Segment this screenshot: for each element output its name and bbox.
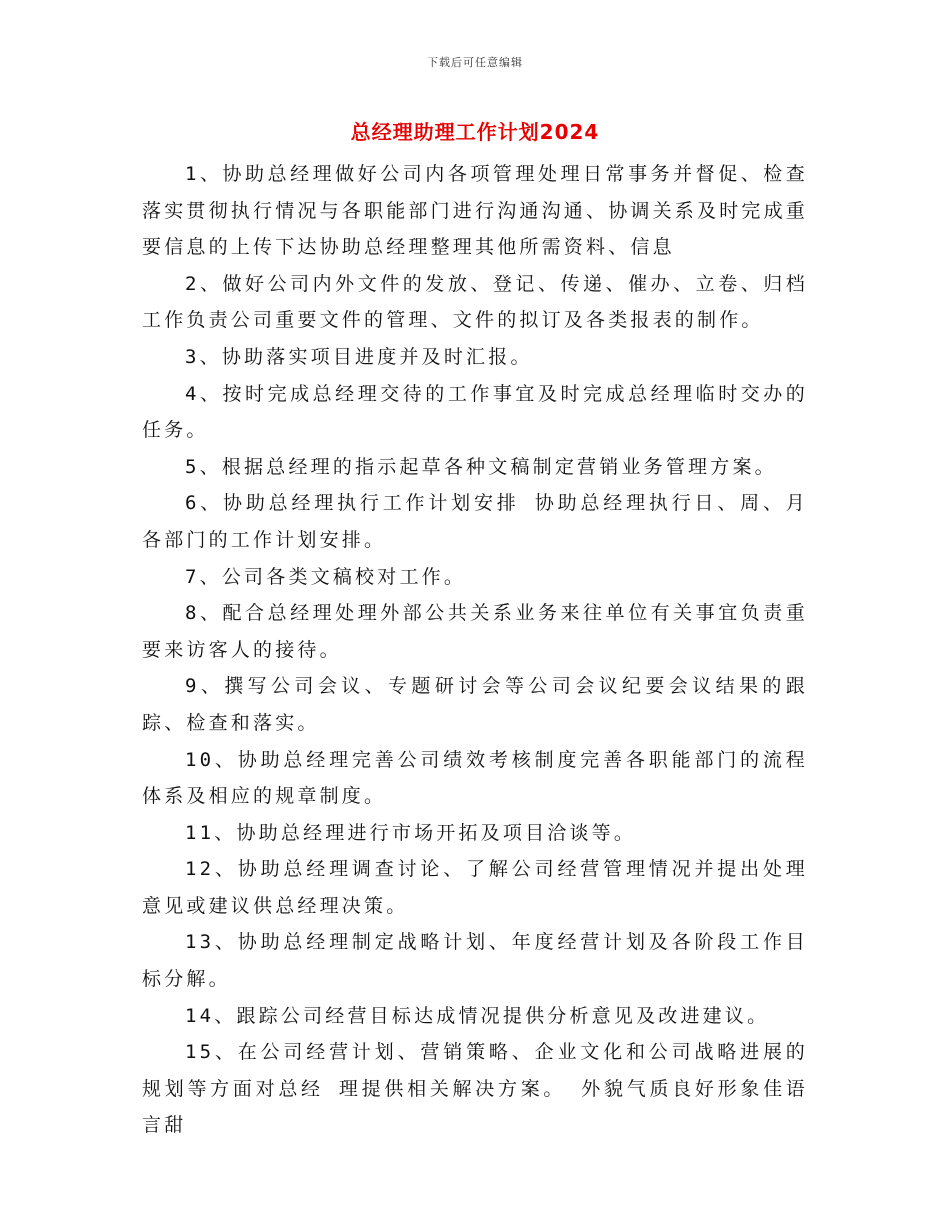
document-title: 总经理助理工作计划2024 (350, 120, 600, 144)
paragraph-item-12: 12、协助总经理调查讨论、了解公司经营管理情况并提出处理意见或建议供总经理决策。 (142, 858, 808, 917)
paragraph-item-13: 13、协助总经理制定战略计划、年度经营计划及各阶段工作目标分解。 (142, 931, 808, 991)
paragraph-item-3: 3、协助落实项目进度并及时汇报。 (185, 345, 533, 368)
paragraph-item-15: 15、在公司经营计划、营销策略、企业文化和公司战略进展的规划等方面对总经 理提供相关解决方案。 外貌气质良好形象佳语言甜 (142, 1041, 808, 1137)
paragraph-item-11: 11、协助总经理进行市场开拓及项目洽谈等。 (185, 821, 637, 844)
header-note: 下载后可任意编辑 (427, 56, 523, 69)
document-body (142, 156, 808, 1144)
paragraph-item-4: 4、按时完成总经理交待的工作事宜及时完成总经理临时交办的任务。 (142, 382, 808, 442)
paragraph-item-9: 9、撰写公司会议、专题研讨会等公司会议纪要会议结果的跟踪、检查和落实。 (142, 675, 808, 734)
paragraph-item-2: 2、做好公司内外文件的发放、登记、传递、催办、立卷、归档工作负责公司重要文件的管理、文件的拟订及各类报表的制作。 (142, 272, 808, 332)
paragraph-item-14: 14、跟踪公司经营目标达成情况提供分析意见及改进建议。 (185, 1004, 770, 1027)
paragraph-item-8: 8、配合总经理处理外部公共关系业务来往单位有关事宜负责重要来访客人的接待。 (142, 602, 808, 661)
paragraph-item-6: 6、协助总经理执行工作计划安排 协助总经理执行日、周、月各部门的工作计划安排。 (142, 492, 808, 551)
paragraph-item-5: 5、根据总经理的指示起草各种文稿制定营销业务管理方案。 (185, 455, 777, 478)
paragraph-item-10: 10、协助总经理完善公司绩效考核制度完善各职能部门的流程体系及相应的规章制度。 (142, 748, 808, 808)
paragraph-item-1: 1、协助总经理做好公司内各项管理处理日常事务并督促、检查落实贯彻执行情况与各职能部门进行沟通沟通、协调关系及时完成重要信息的上传下达协助总经理整理其他所需资料、信息 (142, 163, 809, 259)
paragraph-item-7: 7、公司各类文稿校对工作。 (185, 565, 467, 588)
